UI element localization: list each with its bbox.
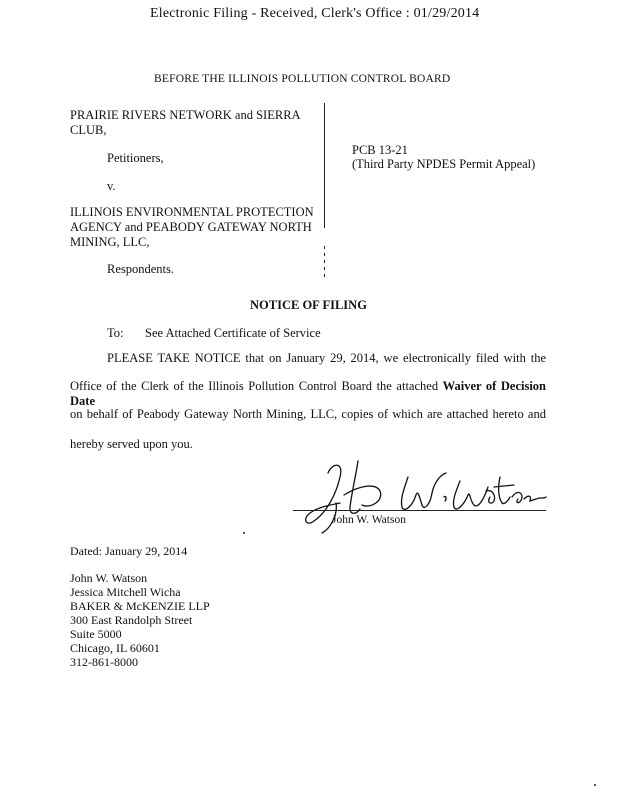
respondents-line-2: AGENCY and PEABODY GATEWAY NORTH bbox=[70, 220, 312, 234]
board-title: BEFORE THE ILLINOIS POLLUTION CONTROL BOARD bbox=[154, 73, 451, 85]
attorney-line: John W. Watson bbox=[70, 571, 148, 585]
notice-line-2-text: Office of the Clerk of the Illinois Pollution Control Board the attached bbox=[70, 379, 443, 393]
attorney-line: Chicago, IL 60601 bbox=[70, 641, 160, 655]
signature-name: John W. Watson bbox=[332, 514, 406, 526]
attorney-line: Jessica Mitchell Wicha bbox=[70, 585, 181, 599]
caption-divider-dotted bbox=[324, 246, 325, 280]
electronic-filing-header: Electronic Filing - Received, Clerk's Office : 01/29/2014 bbox=[150, 6, 480, 21]
scan-speck bbox=[243, 532, 245, 534]
respondents-label: Respondents. bbox=[107, 262, 175, 276]
petitioners-label: Petitioners, bbox=[107, 151, 164, 165]
respondents-line-3: MINING, LLC, bbox=[70, 235, 150, 249]
notice-title: NOTICE OF FILING bbox=[250, 298, 367, 312]
notice-paragraph-line-1: PLEASE TAKE NOTICE that on January 29, 2014, we electronically filed with the bbox=[107, 351, 546, 365]
scan-speck bbox=[594, 784, 596, 786]
petitioners-line-2: CLUB, bbox=[70, 123, 107, 137]
attorney-line: 312-861-8000 bbox=[70, 655, 138, 669]
to-value: See Attached Certificate of Service bbox=[145, 326, 321, 340]
respondents-line-1: ILLINOIS ENVIRONMENTAL PROTECTION bbox=[70, 205, 314, 219]
to-label: To: bbox=[107, 326, 124, 340]
attorney-line: 300 East Randolph Street bbox=[70, 613, 193, 627]
petitioners-line-1: PRAIRIE RIVERS NETWORK and SIERRA bbox=[70, 108, 301, 122]
case-type: (Third Party NPDES Permit Appeal) bbox=[352, 157, 536, 171]
attorney-line: Suite 5000 bbox=[70, 627, 122, 641]
notice-paragraph-line-2 bbox=[70, 379, 546, 409]
dated-line: Dated: January 29, 2014 bbox=[70, 544, 188, 558]
case-number: PCB 13-21 bbox=[352, 143, 408, 157]
signature-line bbox=[293, 510, 546, 511]
caption-divider bbox=[324, 103, 325, 228]
versus-label: v. bbox=[107, 179, 116, 193]
notice-paragraph-line-3: on behalf of Peabody Gateway North Mining, LLC, copies of which are attached hereto and bbox=[70, 407, 546, 421]
attorney-line: BAKER & McKENZIE LLP bbox=[70, 599, 210, 613]
waiver-of-decision-date: Waiver of Decision Date bbox=[70, 379, 547, 408]
notice-paragraph-line-4: hereby served upon you. bbox=[70, 437, 193, 451]
